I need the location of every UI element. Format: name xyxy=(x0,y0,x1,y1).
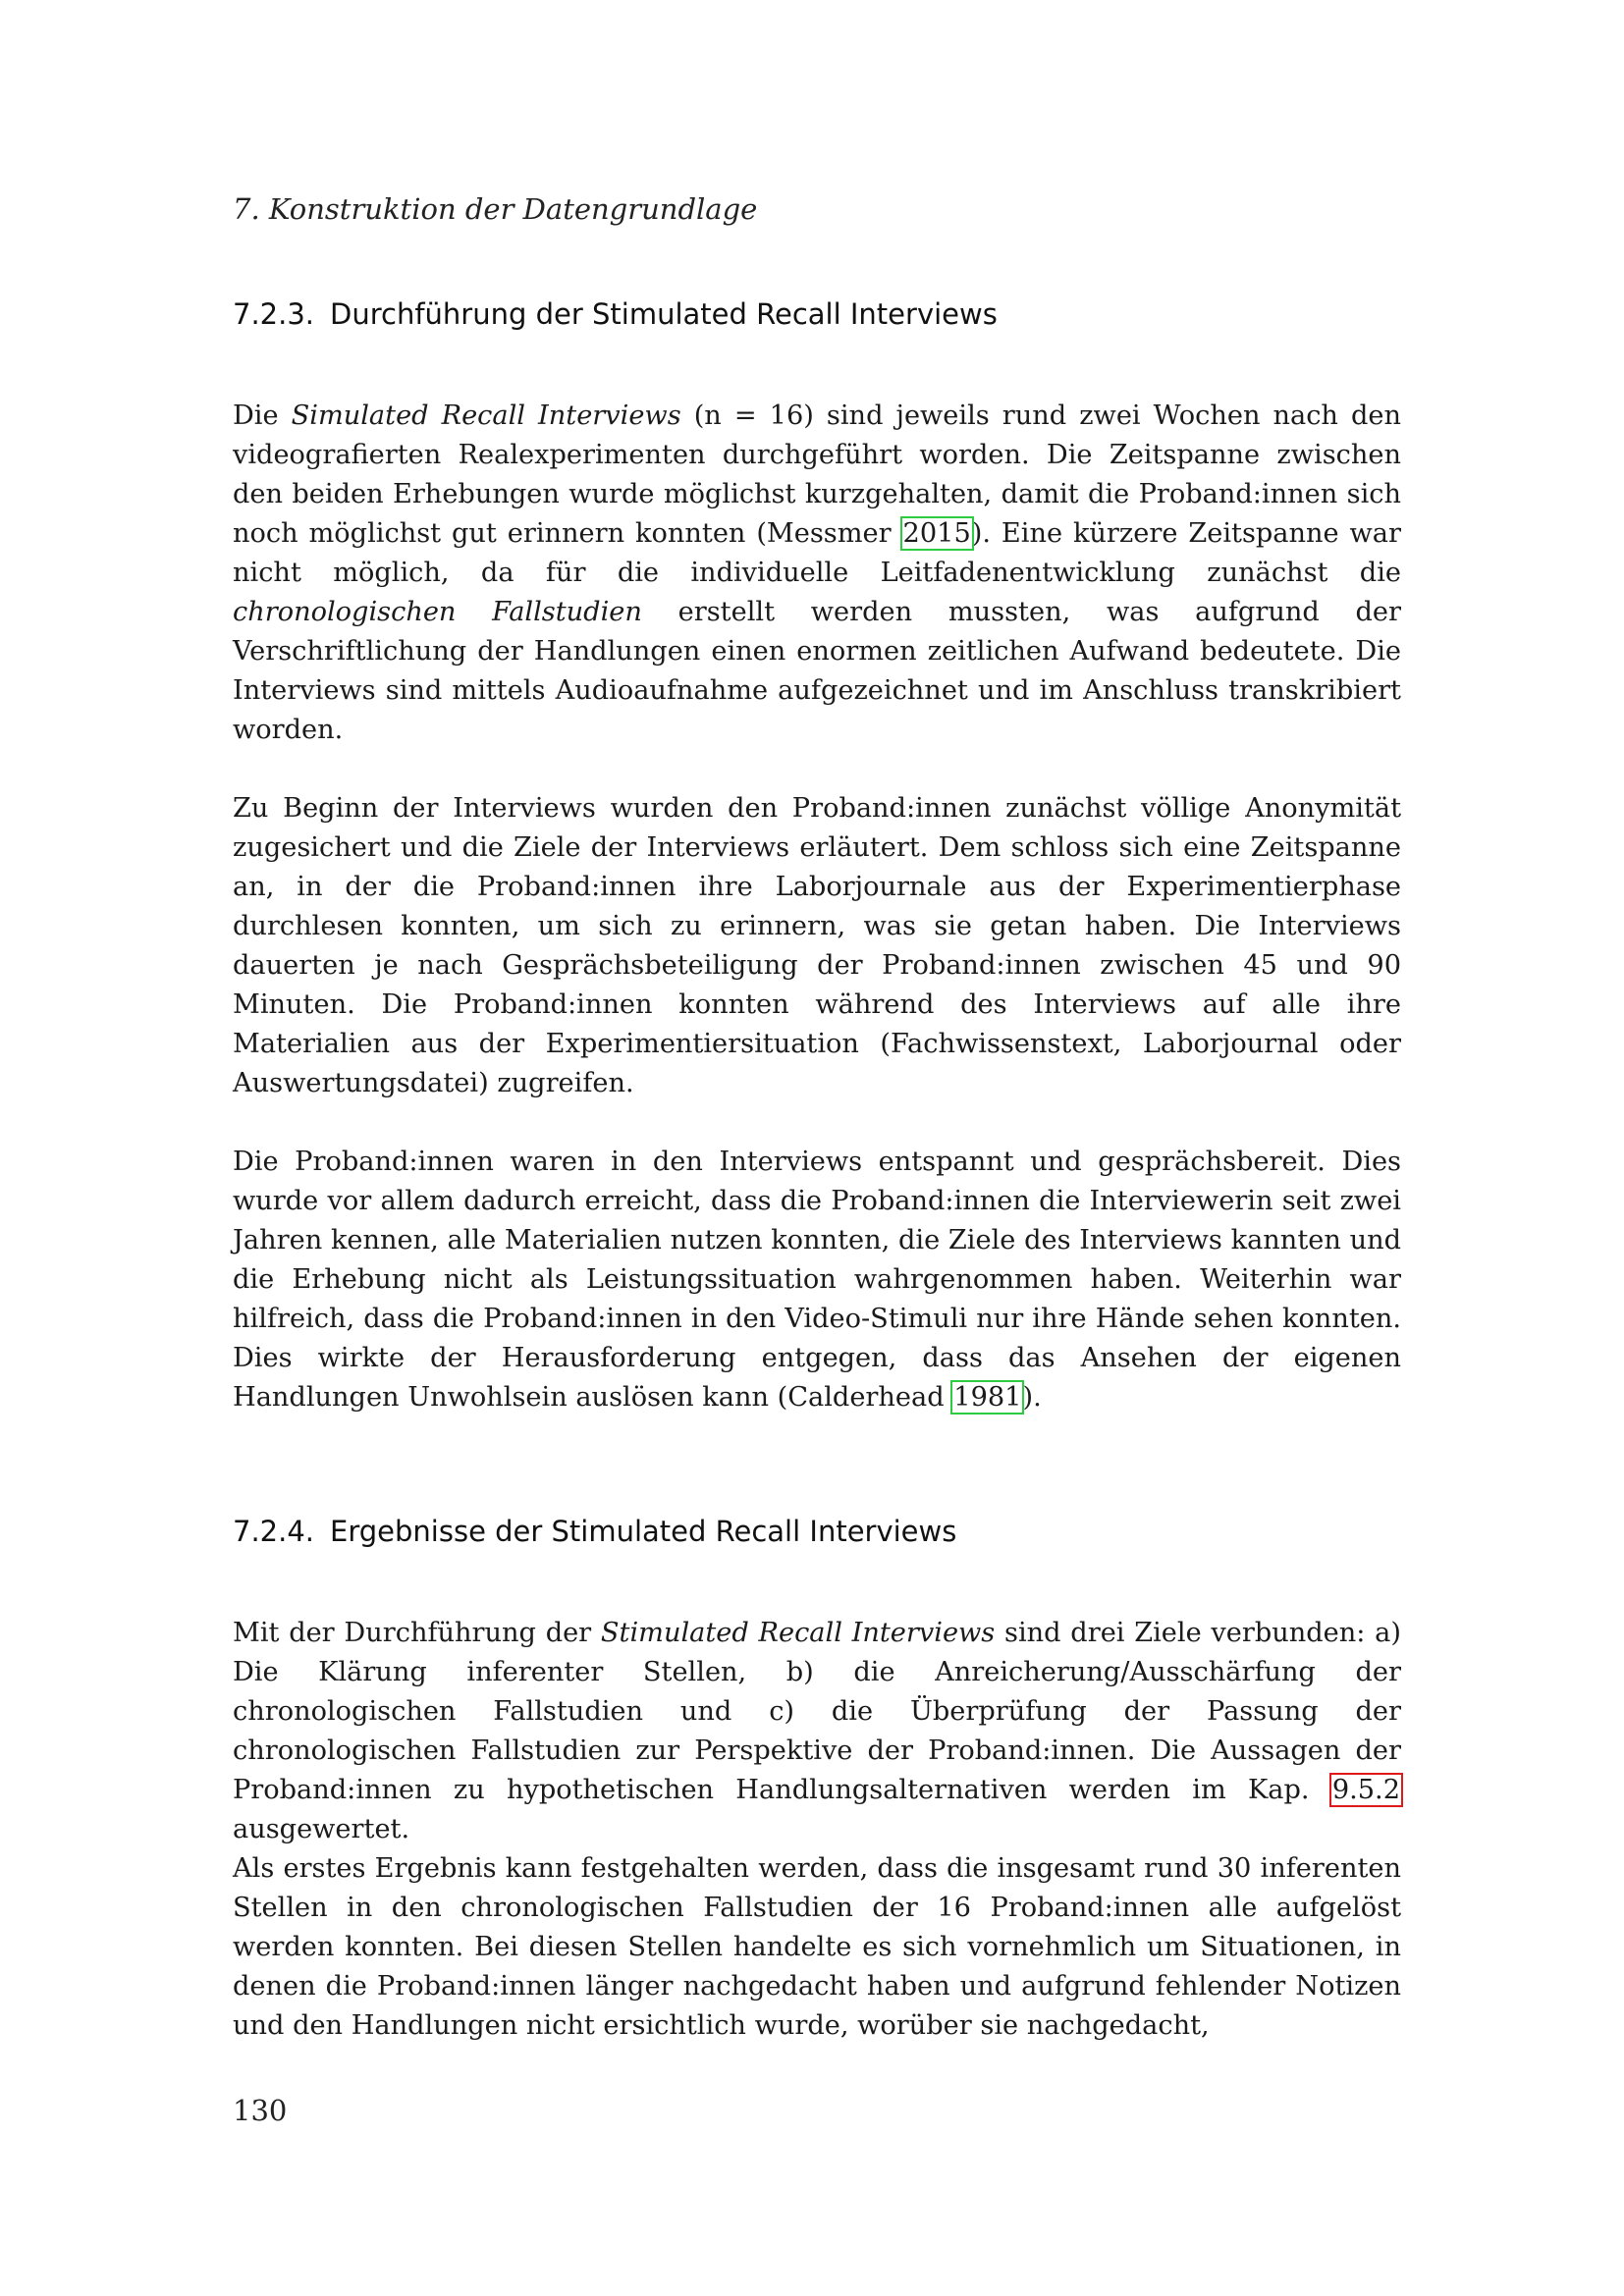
text-run: ausgewertet. xyxy=(233,1814,410,1844)
text-run: ). xyxy=(1022,1382,1042,1413)
page-number: 130 xyxy=(233,2094,288,2127)
section-title: Ergebnisse der Stimulated Recall Interviews xyxy=(330,1515,957,1548)
emphasis-text: Stimulated Recall Interviews xyxy=(600,1618,996,1648)
text-run: Die Proband:innen waren in den Interviews entspannt und gesprächsbereit. Dies wurde vor allem dadurch erreicht, dass die Proband:innen die Interviewerin seit zwei Jahren kennen, alle Materialien nutzen konnten, die Ziele des Interviews kannten und die Erhebung nicht als Leistungssituation wahrgenommen haben. Weiterhin war hilfreich, dass die Proband:innen in den Video-Stimuli nur ihre Hände sehen konnten. Dies wirkte der Herausforderung entgegen, dass das Ansehen der eigenen Handlungen Unwohlsein auslösen kann (Calderhead xyxy=(233,1147,1401,1413)
text-run: ). Eine kürzere Zeitspanne war nicht möglich, da für die individuelle Leitfadenentwicklung zunächst die xyxy=(233,518,1401,588)
text-run: Die xyxy=(233,400,292,431)
body-paragraph: Zu Beginn der Interviews wurden den Proband:innen zunächst völlige Anonymität zugesichert und die Ziele der Interviews erläutert. Dem schloss sich eine Zeitspanne an, in der die Proband:innen ihre Laborjournale aus der Experimentierphase durchlesen konnten, um sich zu erinnern, was sie getan haben. Die Interviews dauerten je nach Gesprächsbeteiligung der Proband:innen zwischen 45 und 90 Minuten. Die Proband:innen konnten während des Interviews auf alle ihre Materialien aus der Experimentiersituation (Fachwissenstext, Laborjournal oder Auswertungsdatei) zugreifen. xyxy=(233,793,1401,1098)
body-paragraph xyxy=(233,1614,1401,1849)
running-head: 7. Konstruktion der Datengrundlage xyxy=(233,192,758,226)
emphasis-text: chronologischen Fallstudien xyxy=(233,597,642,627)
text-run: Mit der Durchführung der xyxy=(233,1618,601,1648)
section-number: 7.2.3. xyxy=(233,297,315,331)
body-paragraph xyxy=(233,1143,1401,1417)
body-paragraph xyxy=(233,397,1401,750)
citation-link[interactable]: 2015 xyxy=(902,518,971,549)
section-heading xyxy=(233,1515,956,1548)
text-run: erstellt werden mussten, was aufgrund der Verschriftlichung der Handlungen einen enormen zeitlichen Aufwand bedeutete. Die Interviews sind mittels Audioaufnahme aufgezeichnet und im Anschluss transkribiert worden. xyxy=(233,597,1401,745)
citation-link[interactable]: 1981 xyxy=(953,1382,1022,1413)
text-run: sind drei Ziele verbunden: a) Die Klärung inferenter Stellen, b) die Anreicherung/Ausschärfung der chronologischen Fallstudien und c) die Überprüfung der Passung der chronologischen Fallstudien zur Perspektive der Proband:innen. Die Aussagen der Proband:innen zu hypothetischen Handlungsalternativen werden im Kap. xyxy=(233,1618,1401,1805)
section-heading xyxy=(233,297,998,331)
cross-reference-link[interactable]: 9.5.2 xyxy=(1331,1775,1400,1805)
body-paragraph: Als erstes Ergebnis kann festgehalten werden, dass die insgesamt rund 30 inferenten Stellen in den chronologischen Fallstudien der 16 Proband:innen alle aufgelöst werden konnten. Bei diesen Stellen handelte es sich vornehmlich um Situationen, in denen die Proband:innen länger nachgedacht haben und aufgrund fehlender Notizen und den Handlungen nicht ersichtlich wurde, worüber sie nachgedacht, xyxy=(233,1853,1401,2041)
section-title: Durchführung der Stimulated Recall Interviews xyxy=(330,297,998,331)
document-page xyxy=(233,0,1401,2296)
text-run: (n = 16) sind jeweils rund zwei Wochen nach den videografierten Realexperimenten durchgeführt worden. Die Zeitspanne zwischen den beiden Erhebungen wurde möglichst kurzgehalten, damit die Proband:innen sich noch möglichst gut erinnern konnten (Messmer xyxy=(233,400,1401,549)
emphasis-text: Simulated Recall Interviews xyxy=(291,400,681,431)
section-number: 7.2.4. xyxy=(233,1515,315,1548)
